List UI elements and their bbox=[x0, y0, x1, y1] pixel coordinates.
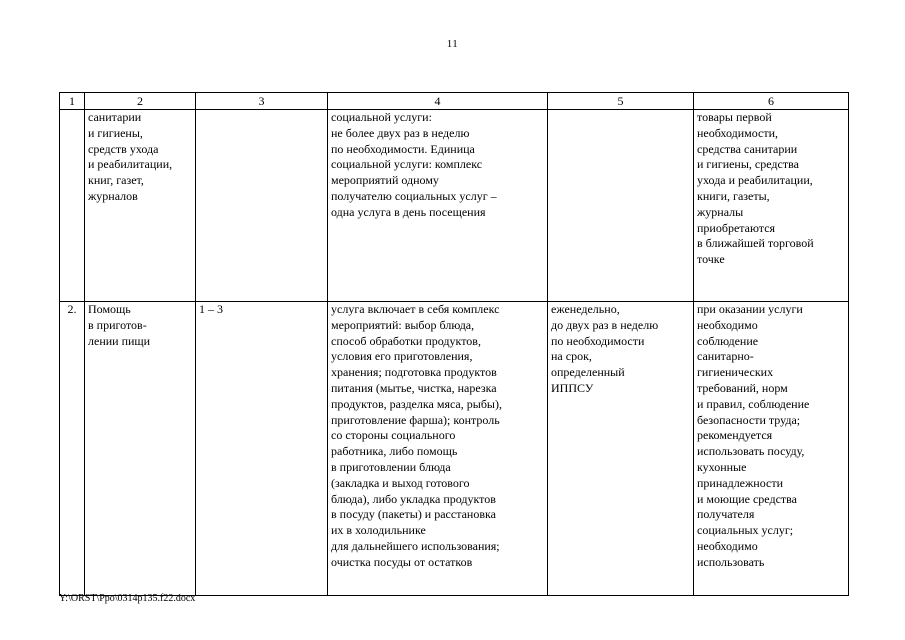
code-cell bbox=[196, 110, 328, 302]
footer-file-path: Y:\ORST\Ppo\0314p135.f22.docx bbox=[59, 593, 196, 604]
code-cell: 1 – 3 bbox=[196, 302, 328, 596]
service-name-cell: Помощь в приготов- лении пищи bbox=[85, 302, 196, 596]
table-row bbox=[60, 302, 849, 596]
header-cell: 3 bbox=[196, 93, 328, 110]
header-cell: 6 bbox=[694, 93, 849, 110]
header-cell: 4 bbox=[328, 93, 548, 110]
frequency-cell bbox=[548, 110, 694, 302]
frequency-cell: еженедельно, до двух раз в неделю по необходимости на срок, определенный ИППСУ bbox=[548, 302, 694, 596]
description-cell: социальной услуги: не более двух раз в неделю по необходимости. Единица социальной услуги: комплекс мероприятий одному получателю социальных услуг – одна услуга в день посещения bbox=[328, 110, 548, 302]
page-number: 11 bbox=[446, 38, 459, 50]
header-cell: 1 bbox=[60, 93, 85, 110]
service-name-cell: санитарии и гигиены, средств ухода и реабилитации, книг, газет, журналов bbox=[85, 110, 196, 302]
conditions-cell: при оказании услуги необходимо соблюдение санитарно- гигиенических требований, норм и правил, соблюдение безопасности труда; рекомендуется использовать посуду, кухонные принадлежности и моющие средства получателя социальных услуг; необходимо использовать bbox=[694, 302, 849, 596]
table-row bbox=[60, 110, 849, 302]
row-number-cell: 2. bbox=[60, 302, 85, 596]
table-header-row bbox=[60, 93, 849, 110]
row-number-cell bbox=[60, 110, 85, 302]
services-table bbox=[59, 92, 849, 596]
header-cell: 5 bbox=[548, 93, 694, 110]
conditions-cell: товары первой необходимости, средства санитарии и гигиены, средства ухода и реабилитации, книги, газеты, журналы приобретаются в ближайшей торговой точке bbox=[694, 110, 849, 302]
description-cell: услуга включает в себя комплекс мероприятий: выбор блюда, способ обработки продуктов, условия его приготовления, хранения; подготовка продуктов питания (мытье, чистка, нарезка продуктов, разделка мяса, рыбы), приготовление фарша); контроль со стороны социального работника, либо помощь в приготовлении блюда (закладка и выход готового блюда), либо укладка продуктов в посуду (пакеты) и расстановка их в холодильнике для дальнейшего использования; очистка посуды от остатков bbox=[328, 302, 548, 596]
header-cell: 2 bbox=[85, 93, 196, 110]
